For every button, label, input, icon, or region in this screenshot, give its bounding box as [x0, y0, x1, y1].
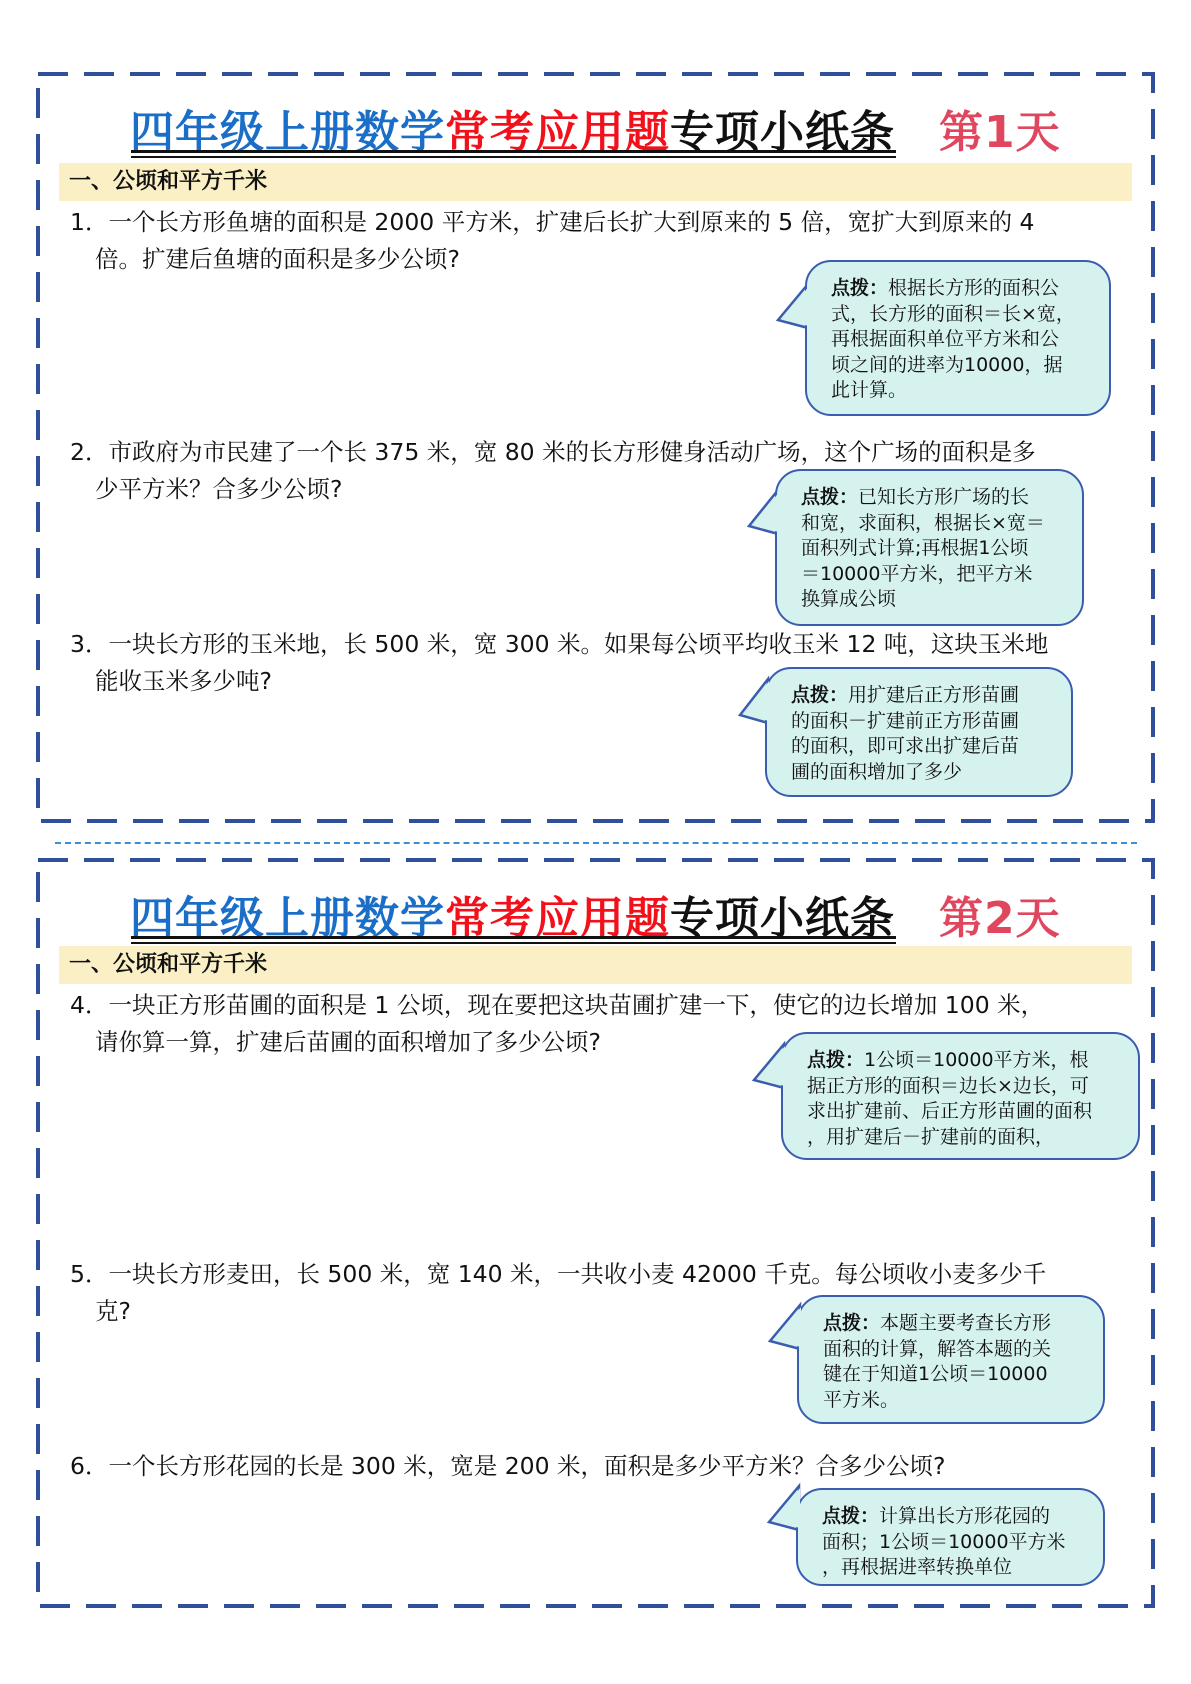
hint-text: 根据长方形的面积公	[888, 277, 1060, 299]
question-line-2: 倍。扩建后鱼塘的面积是多少公顷?	[95, 245, 460, 273]
hint-text: ＝10000平方米，把平方米	[801, 562, 1033, 585]
day-label: 第1天	[939, 107, 1061, 158]
question-line-1: 1．一个长方形鱼塘的面积是 2000 平方米，扩建后长扩大到原来的 5 倍，宽扩大到原来的 4	[70, 208, 1035, 236]
hint-text: 换算成公顷	[801, 588, 897, 610]
question-line-1: 4．一块正方形苗圃的面积是 1 公顷，现在要把这块苗圃扩建一下，使它的边长增加 100 米，	[70, 991, 1045, 1019]
hint-text: ，再根据进率转换单位	[822, 1556, 1013, 1578]
hint-label: 点拨：	[823, 1312, 881, 1334]
hint-text: 面积的计算，解答本题的关	[823, 1337, 1052, 1360]
day-label: 第2天	[939, 893, 1061, 944]
hint-label: 点拨：	[831, 277, 889, 299]
hint-text: 再根据面积单位平方米和公	[831, 328, 1060, 350]
hint-label: 点拨：	[822, 1505, 880, 1527]
hint-text: 键在于知道1公顷＝10000	[823, 1363, 1048, 1385]
question-line-2: 能收玉米多少吨?	[95, 667, 272, 695]
hint-text: 此计算。	[831, 379, 908, 401]
title-part-red: 常考应用题	[445, 107, 670, 158]
question-line-2: 请你算一算，扩建后苗圃的面积增加了多少公顷?	[95, 1028, 601, 1056]
hint-text: 的面积，即可求出扩建后苗	[791, 735, 1020, 757]
hint-text: 计算出长方形花园的	[879, 1505, 1051, 1527]
hint-text: 据正方形的面积＝边长×边长，可	[807, 1074, 1089, 1097]
section-heading: 一、公顷和平方千米	[59, 163, 1132, 201]
hint-text: 的面积－扩建前正方形苗圃	[791, 709, 1020, 732]
hint-text: 顷之间的进率为10000，据	[831, 353, 1063, 376]
hint-label: 点拨：	[791, 684, 849, 706]
title-part-red: 常考应用题	[445, 893, 670, 944]
title-part-black: 专项小纸条	[670, 893, 895, 944]
hint-text: ，用扩建后－扩建前的面积，	[807, 1125, 1055, 1148]
hint-text: 平方米。	[823, 1388, 900, 1411]
title-part-blue: 四年级上册数学	[130, 107, 445, 158]
question-line-1: 5．一块长方形麦田，长 500 米，宽 140 米，一共收小麦 42000 千克。每公顷收小麦多少千	[70, 1260, 1047, 1288]
title-part-black: 专项小纸条	[670, 107, 895, 158]
question-line-2: 少平方米？合多少公顷?	[95, 475, 343, 503]
hint-text: 已知长方形广场的长	[858, 486, 1030, 508]
question-line-1: 6．一个长方形花园的长是 300 米，宽是 200 米，面积是多少平方米？合多少公顷?	[70, 1452, 946, 1480]
question-line-2: 克?	[95, 1297, 131, 1325]
hint-label: 点拨：	[801, 486, 859, 508]
hint-text: 本题主要考查长方形	[880, 1312, 1052, 1334]
question-line-1: 3．一块长方形的玉米地，长 500 米，宽 300 米。如果每公顷平均收玉米 12 吨，这块玉米地	[70, 630, 1049, 658]
section-heading: 一、公顷和平方千米	[59, 946, 1132, 984]
hint-text: 圃的面积增加了多少	[791, 760, 963, 783]
hint-text: 1公顷＝10000平方米，根	[864, 1049, 1089, 1071]
hint-label: 点拨：	[807, 1049, 865, 1071]
hint-text: 式，长方形的面积＝长×宽，	[831, 302, 1075, 325]
hint-text: 求出扩建前、后正方形苗圃的面积	[807, 1100, 1093, 1122]
hint-text: 面积列式计算;再根据1公顷	[801, 537, 1029, 559]
hint-text: 用扩建后正方形苗圃	[848, 684, 1020, 706]
hint-text: 和宽，求面积，根据长×宽＝	[801, 511, 1045, 534]
title-part-blue: 四年级上册数学	[130, 893, 445, 944]
hint-text: 面积；1公顷＝10000平方米	[822, 1530, 1066, 1553]
question-line-1: 2．市政府为市民建了一个长 375 米，宽 80 米的长方形健身活动广场，这个广场的面积是多	[70, 438, 1036, 466]
